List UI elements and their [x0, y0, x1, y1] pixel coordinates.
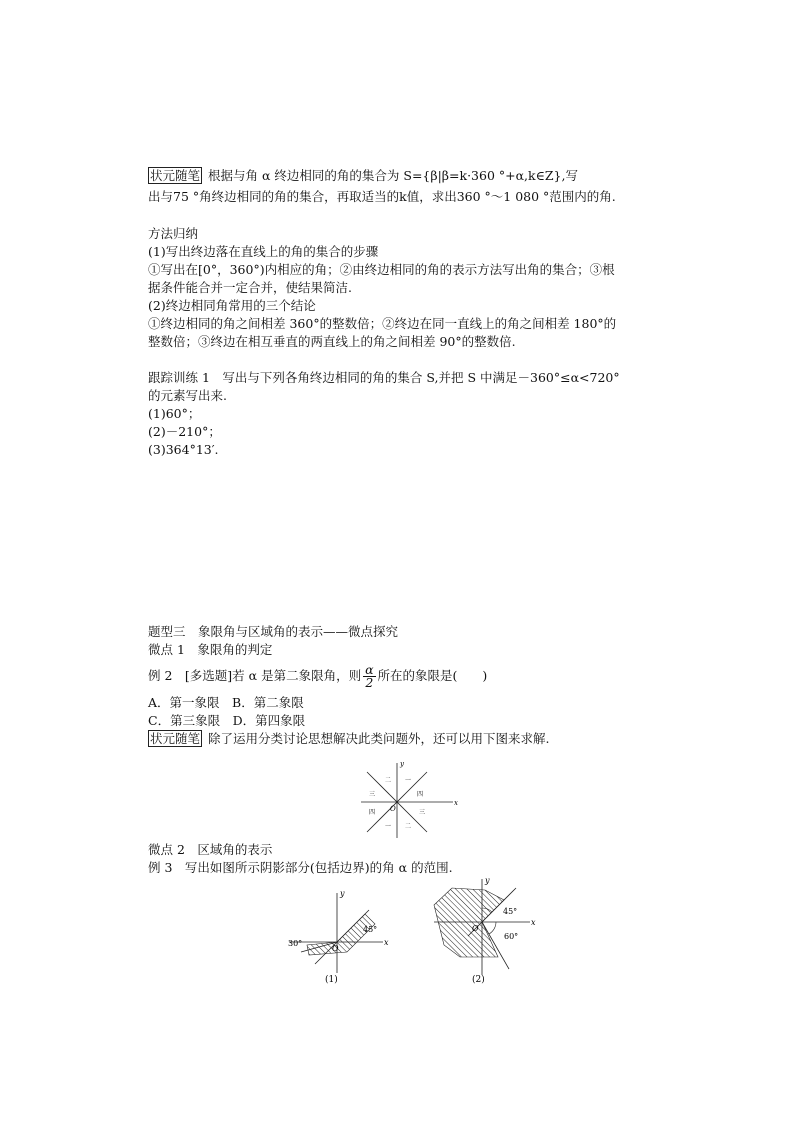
method-line-3: 据条件能合并一定合并，使结果简洁. — [148, 280, 352, 295]
quad-x-label: x — [454, 799, 458, 807]
tip-tag: 状元随笔 — [150, 168, 201, 183]
quad-origin: O — [390, 805, 396, 813]
point1-title: 微点 1 象限角的判定 — [148, 642, 273, 657]
quadrant-figure — [355, 760, 458, 840]
practice-item-3: (3)364°13′. — [148, 442, 219, 457]
method-line-2: ①写出在[0°，360°)内相应的角；②由终边相同的角的表示方法写出角的集合；③根 — [148, 262, 615, 277]
ex2-question — [148, 664, 487, 689]
practice-item-2: (2)－210°； — [148, 424, 221, 439]
practice-item-1: (1)60°； — [148, 406, 201, 421]
point2-title: 微点 2 区域角的表示 — [148, 842, 273, 857]
fig1-origin: O — [332, 944, 339, 953]
quad-label-1: 二 — [385, 777, 392, 784]
method-line-1: (1)写出终边落在直线上的角的集合的步骤 — [148, 244, 379, 259]
method-title: 方法归纳 — [148, 226, 199, 241]
note-text: 除了运用分类讨论思想解决此类问题外，还可以用下图来求解. — [208, 731, 550, 746]
fig1-x-label: x — [384, 938, 389, 947]
fig1-angle-30: 30° — [288, 939, 303, 948]
method-line-5: ①终边相同的角之间相差 360°的整数倍；②终边在同一直线上的角之间相差 180°的 — [148, 316, 617, 331]
fig1-caption: (1) — [325, 975, 338, 985]
quad-label-3: 三 — [369, 791, 376, 798]
ex3-question: 例 3 写出如图所示阴影部分(包括边界)的角 α 的范围. — [148, 860, 453, 875]
fig2-caption: (2) — [472, 975, 485, 985]
practice-line-2: 的元素写出来. — [148, 388, 227, 403]
tip-tag-2: 状元随笔 — [150, 731, 201, 746]
fig2-angle-45: 45° — [503, 907, 518, 916]
fig1-angle-45: 45° — [363, 925, 378, 934]
ex2-pre: 例 2 [多选题]若 α 是第二象限角，则 — [148, 668, 362, 683]
frac-num: α — [365, 662, 374, 677]
fig2-origin: O — [472, 924, 479, 933]
frac-den: 2 — [365, 675, 374, 690]
quad-label-5: 四 — [369, 809, 376, 816]
quad-label-8: 二 — [405, 823, 412, 830]
fig1-y-label: y — [340, 889, 345, 898]
method-line-6: 整数倍；③终边在相互垂直的两直线上的角之间相差 90°的整数倍. — [148, 334, 516, 349]
region-figure-2 — [430, 875, 550, 985]
fig2-angle-60: 60° — [504, 932, 519, 941]
ex2-options-ab: A．第一象限 B．第二象限 — [148, 695, 304, 710]
quad-label-4: 四 — [417, 791, 424, 798]
practice-line-1: 跟踪训练 1 写出与下列各角终边相同的角的集合 S,并把 S 中满足－360°≤α<720° — [148, 370, 620, 385]
quad-label-6: 三 — [419, 809, 426, 816]
quad-y-label: y — [400, 760, 404, 768]
note-line — [148, 731, 550, 747]
method-line-4: (2)终边相同角常用的三个结论 — [148, 298, 316, 313]
quad-label-2: 一 — [405, 777, 412, 784]
ex1-line2: 出与75 °角终边相同的角的集合，再取适当的k值，求出360 °～1 080 °范围内的角. — [148, 189, 616, 204]
fig2-y-label: y — [485, 876, 490, 885]
ex1-line1 — [148, 168, 578, 184]
fig2-x-label: x — [531, 918, 536, 927]
fraction-alpha-over-2 — [363, 664, 375, 689]
quad-label-7: 一 — [385, 823, 392, 830]
region-figure-1 — [285, 885, 395, 995]
ex2-options-cd: C．第三象限 D．第四象限 — [148, 713, 306, 728]
ex2-post: 所在的象限是( ) — [377, 668, 488, 683]
ex1-text-1: 根据与角 α 终边相同的角的集合为 S={β|β=k·360 °+α,k∈Z},写 — [208, 168, 578, 183]
type3-title: 题型三 象限角与区域角的表示——微点探究 — [148, 624, 399, 639]
